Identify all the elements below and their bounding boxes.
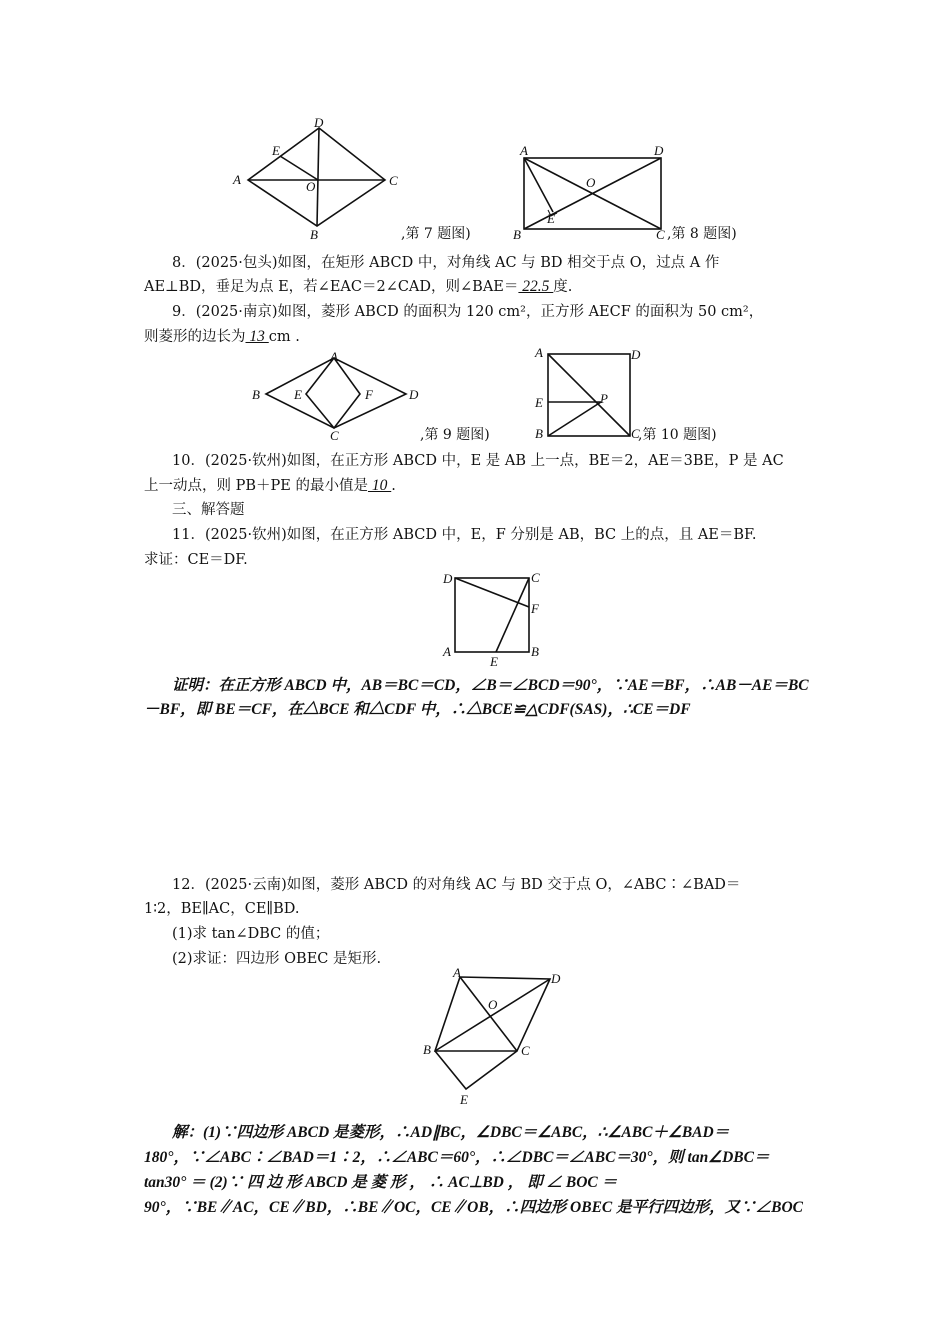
fig8-label-a: A bbox=[520, 143, 528, 158]
fig10-label-d: D bbox=[631, 347, 641, 362]
fig8-label-e: E bbox=[547, 211, 555, 226]
fig10-label-b: B bbox=[535, 426, 543, 441]
q11-proof-line1: 证明：在正方形 ABCD 中，AB＝BC＝CD，∠B＝∠BCD＝90°，∵AE＝BF，∴AB－AE＝BC bbox=[172, 677, 809, 694]
fig12-label-b: B bbox=[423, 1042, 431, 1057]
fig11-label-d: D bbox=[443, 571, 453, 586]
fig11-label-a: A bbox=[443, 644, 451, 659]
fig8-caption: ,第 8 题图) bbox=[667, 226, 737, 242]
q10-answer: 10 bbox=[367, 477, 392, 494]
q12-sol-line4: 90°，∵BE∥AC，CE∥BD，∴BE∥OC，CE∥OB，∴四边形 OBEC 是平行四边形，又∵∠BOC bbox=[144, 1199, 804, 1216]
fig9-caption: ,第 9 题图) bbox=[420, 427, 490, 443]
figure-9 bbox=[248, 348, 428, 443]
fig7-caption: ,第 7 题图) bbox=[401, 226, 471, 242]
fig9-label-a: A bbox=[330, 349, 338, 364]
fig10-label-p: P bbox=[600, 391, 608, 406]
fig11-label-e: E bbox=[490, 654, 498, 669]
fig8-label-c: C bbox=[656, 227, 665, 242]
q12-sol-line2: 180°，∵∠ABC∶∠BAD＝1∶2，∴∠ABC＝60°，∴∠DBC＝∠ABC＝30°，则 tan∠DBC＝ bbox=[144, 1149, 770, 1166]
q9-line1: 9．(2025·南京)如图，菱形 ABCD 的面积为 120 cm²，正方形 AECF 的面积为 50 cm²， bbox=[172, 304, 764, 320]
fig12-label-c: C bbox=[521, 1043, 530, 1058]
fig10-label-a: A bbox=[535, 345, 543, 360]
fig8-label-o: O bbox=[586, 175, 596, 190]
figure-12 bbox=[420, 965, 570, 1107]
fig9-label-f: F bbox=[365, 387, 373, 402]
q8-line1: 8．(2025·包头)如图，在矩形 ABCD 中，对角线 AC 与 BD 相交于点 O，过点 A 作 bbox=[172, 255, 720, 271]
q11-line2: 求证：CE＝DF. bbox=[144, 552, 248, 568]
section-3-heading: 三、解答题 bbox=[172, 502, 245, 518]
q8-answer: 22.5 bbox=[518, 278, 554, 295]
fig8-label-d: D bbox=[654, 143, 664, 158]
q8-line2: AE⊥BD，垂足为点 E，若∠EAC＝2∠CAD，则∠BAE＝ 22.5 度. bbox=[144, 278, 573, 295]
fig11-label-f: F bbox=[531, 601, 539, 616]
fig12-label-a: A bbox=[453, 965, 461, 980]
q11-line1: 11．(2025·钦州)如图，在正方形 ABCD 中，E，F 分别是 AB，BC 上的点，且 AE＝BF. bbox=[172, 527, 757, 543]
fig9-label-b: B bbox=[252, 387, 260, 402]
q12-line1: 12．(2025·云南)如图，菱形 ABCD 的对角线 AC 与 BD 交于点 O，∠ABC∶∠BAD＝ bbox=[172, 877, 741, 893]
fig7-label-b: B bbox=[310, 227, 318, 242]
q10-line2: 上一动点，则 PB＋PE 的最小值是 10 . bbox=[144, 477, 396, 494]
q9-answer: 13 bbox=[245, 328, 269, 345]
fig9-label-e: E bbox=[294, 387, 302, 402]
figure-8 bbox=[510, 140, 670, 245]
figure-7 bbox=[228, 115, 408, 243]
fig12-label-d: D bbox=[551, 971, 561, 986]
fig7-label-e: E bbox=[272, 143, 280, 158]
fig11-label-c: C bbox=[531, 570, 540, 585]
q12-sol-line1: 解：(1)∵四边形 ABCD 是菱形，∴AD∥BC，∠DBC＝∠ABC，∴∠ABC＋∠BAD＝ bbox=[172, 1124, 730, 1141]
fig7-label-o: O bbox=[306, 179, 316, 194]
fig9-label-d: D bbox=[409, 387, 419, 402]
fig7-label-a: A bbox=[233, 172, 241, 187]
fig7-label-d: D bbox=[314, 115, 324, 130]
fig8-label-b: B bbox=[513, 227, 521, 242]
q9-line2: 则菱形的边长为 13 cm . bbox=[144, 328, 300, 345]
fig10-label-c: C bbox=[631, 426, 640, 441]
q10-line1: 10．(2025·钦州)如图，在正方形 ABCD 中，E 是 AB 上一点，BE＝2，AE＝3BE，P 是 AC bbox=[172, 453, 784, 469]
q12-sol-line3: tan30° ＝ (2)∵ 四 边 形 ABCD 是 菱 形 ， ∴ AC⊥BD ， 即 ∠ BOC ＝ bbox=[144, 1174, 618, 1191]
figure-11 bbox=[440, 570, 550, 668]
q12-part1: (1)求 tan∠DBC 的值； bbox=[172, 926, 330, 942]
q12-part2: (2)求证：四边形 OBEC 是矩形. bbox=[172, 951, 382, 967]
fig12-label-e: E bbox=[460, 1092, 468, 1107]
fig12-label-o: O bbox=[488, 997, 498, 1012]
fig11-label-b: B bbox=[531, 644, 539, 659]
fig10-label-e: E bbox=[535, 395, 543, 410]
q11-proof-line2: －BF，即 BE＝CF，在△BCE 和△CDF 中，∴△BCE≌△CDF(SAS)，∴CE＝DF bbox=[144, 701, 691, 718]
fig7-label-c: C bbox=[389, 173, 398, 188]
q12-line2: 1∶2，BE∥AC，CE∥BD. bbox=[144, 901, 300, 917]
fig9-label-c: C bbox=[330, 428, 339, 443]
fig10-caption: ,第 10 题图) bbox=[638, 427, 717, 443]
figure-10 bbox=[530, 342, 640, 442]
